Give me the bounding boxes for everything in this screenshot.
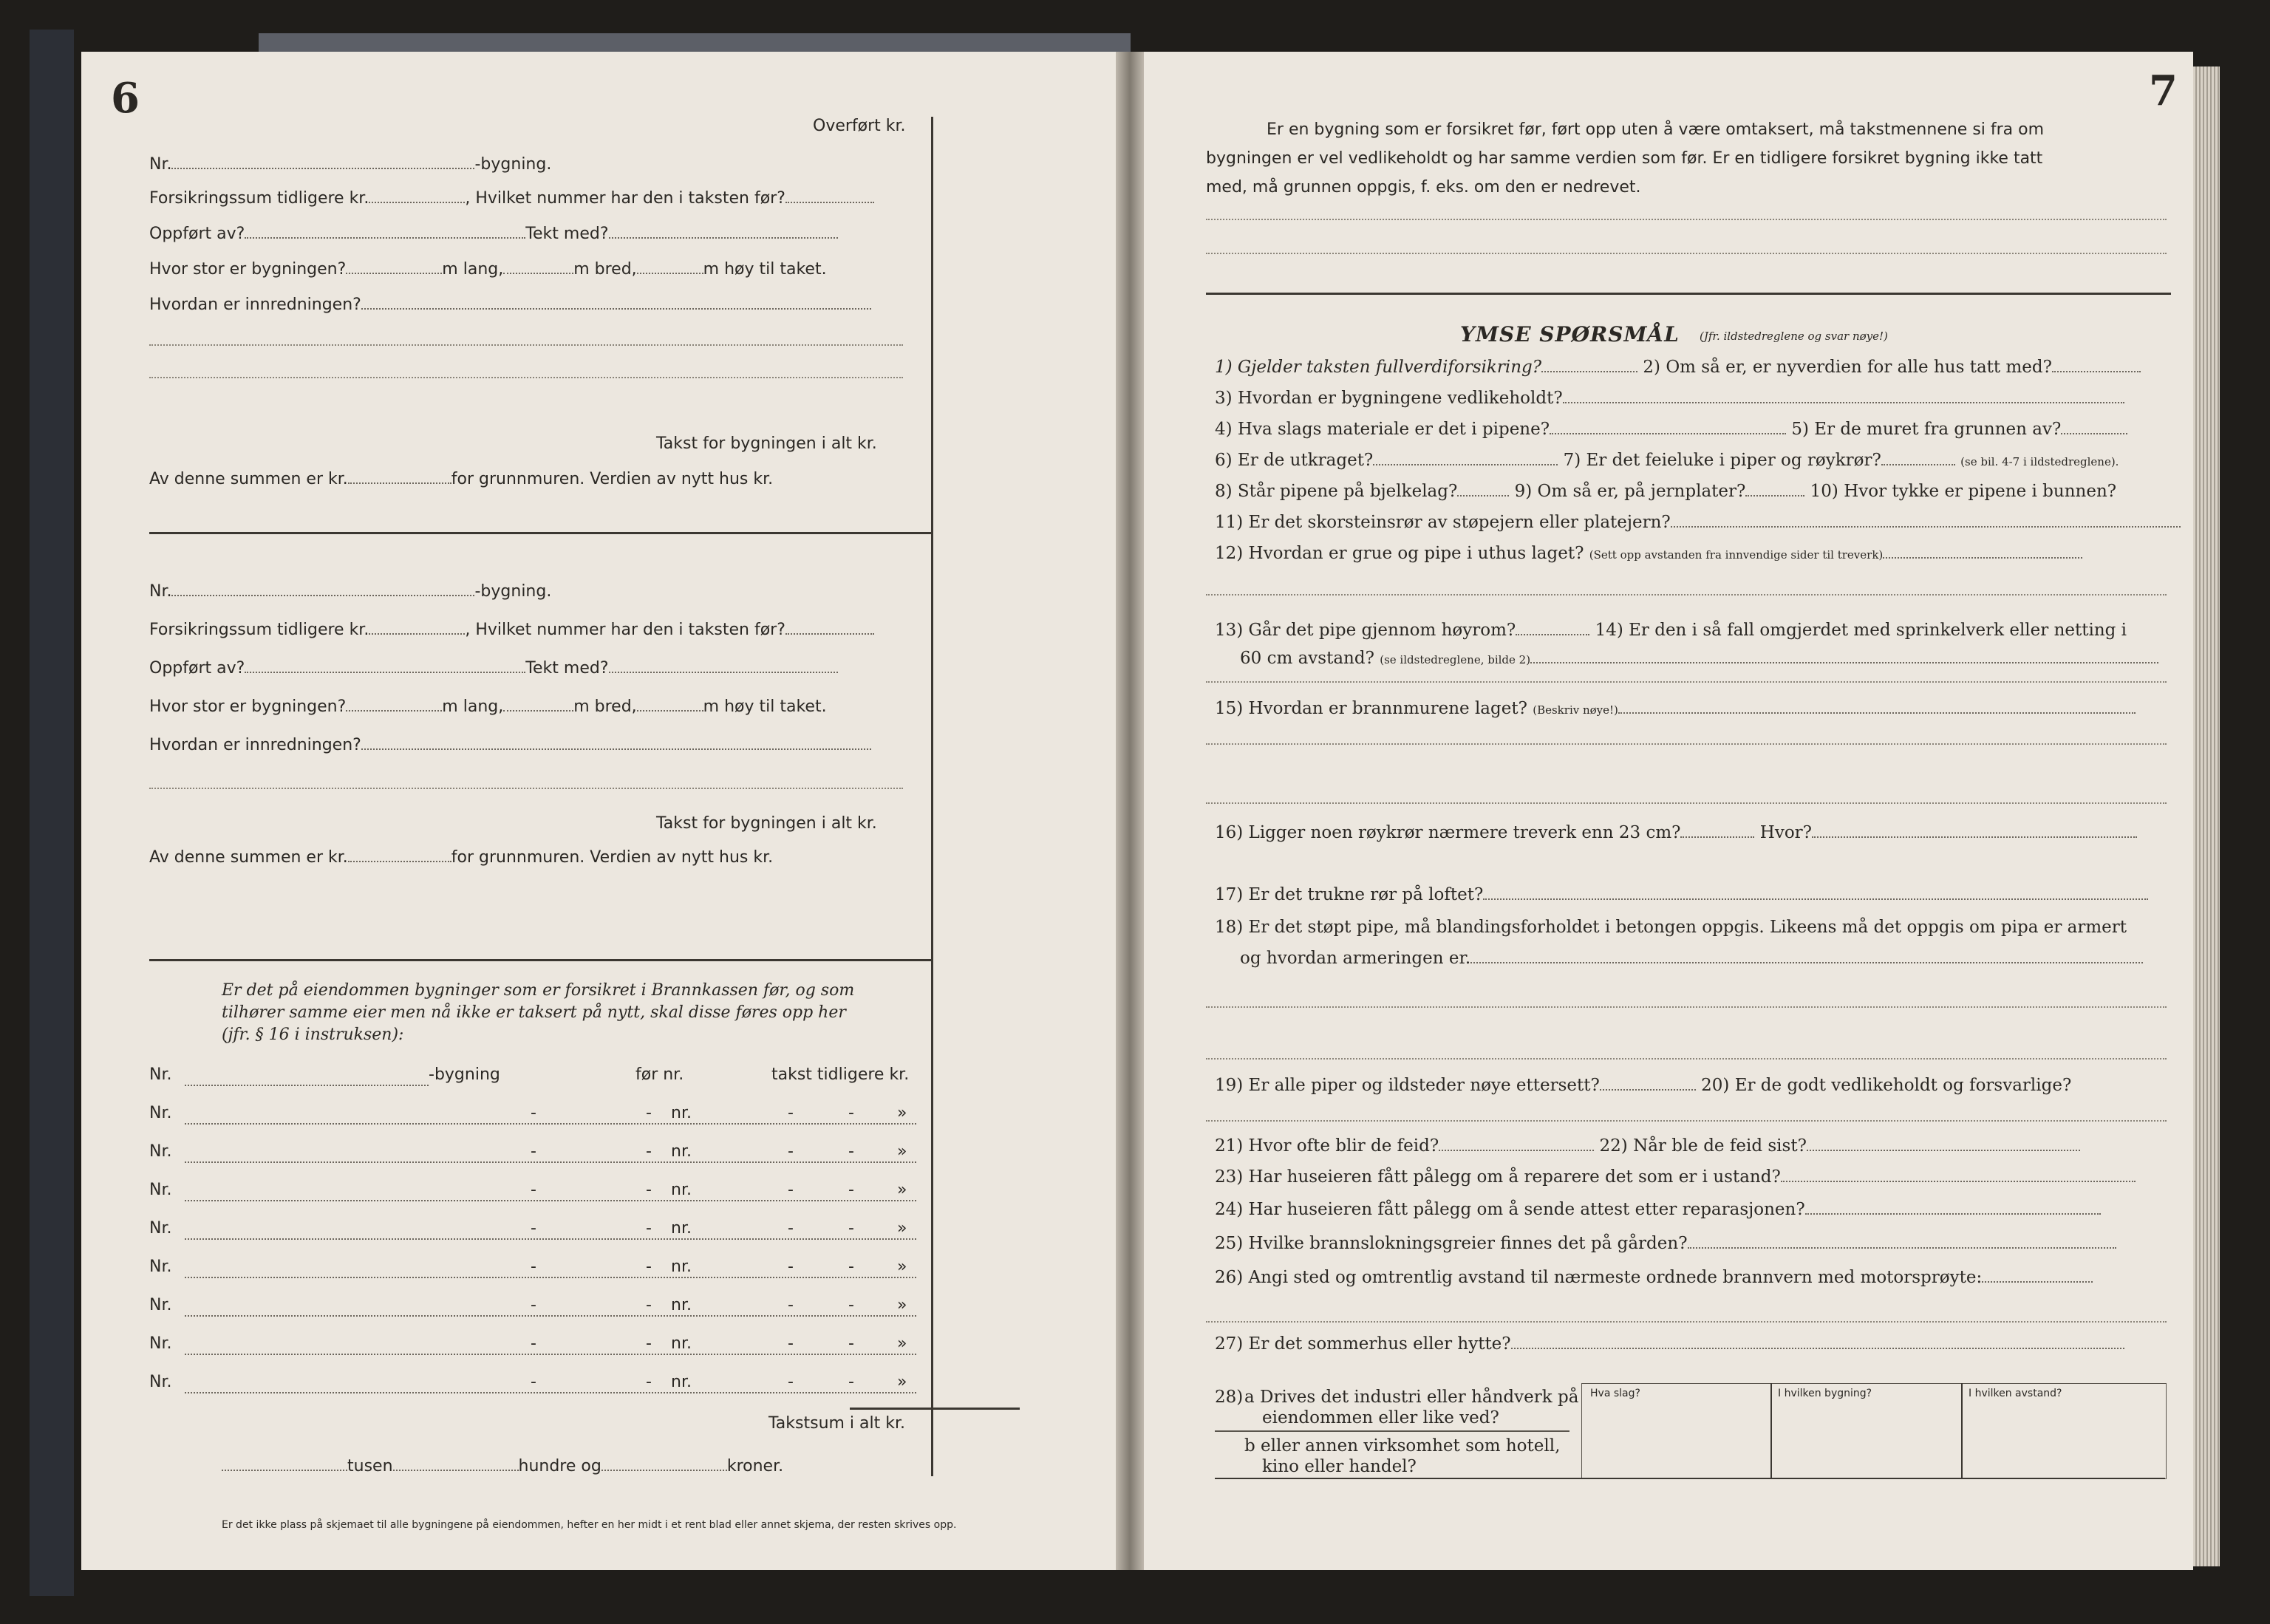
list-row-dash: - xyxy=(848,1258,854,1276)
separator xyxy=(1206,293,2171,295)
list-row-dots xyxy=(185,1266,916,1278)
list-row-dash: - xyxy=(646,1334,652,1353)
q2: 2) Om så er, er nyverdien for alle hus tatt med? xyxy=(1643,358,2052,377)
list-row-dash: - xyxy=(531,1373,536,1391)
list-row-nr: Nr. xyxy=(149,1334,172,1353)
list-row-dash: - xyxy=(646,1373,652,1391)
list-row-nr-label: nr. xyxy=(671,1334,692,1353)
q10: 10) Hvor tykke er pipene i bunnen? xyxy=(1810,482,2117,501)
table-row-divider xyxy=(1215,1430,1569,1432)
q7: 7) Er det feieluke i piper og røykrør? xyxy=(1563,451,1881,470)
list-row-dash: - xyxy=(646,1219,652,1238)
list-row-dots xyxy=(185,1113,916,1125)
list-row-nr-label: nr. xyxy=(671,1258,692,1276)
q20: 20) Er de godt vedlikeholdt og forsvarlige? xyxy=(1701,1076,2072,1095)
blank-line xyxy=(149,344,903,346)
list-row-nr-label: nr. xyxy=(671,1373,692,1391)
intro-paragraph: Er en bygning som er forsikret før, ført opp uten å være omtaksert, må takstmennene si fra om bygningen er vel vedlikeholdt og har samme verdien som før. Er en tidligere forsikret bygning ikke tatt med, må grunnen oppgis, f. eks. om den er nedrevet. xyxy=(1206,120,2045,197)
list-row-dash: - xyxy=(788,1296,794,1314)
ymse-heading: YMSE SPØRSMÅL xyxy=(1460,322,1680,347)
list-row-dash: - xyxy=(788,1181,794,1199)
q6: 6) Er de utkraget? xyxy=(1215,451,1374,470)
q7-note: (se bil. 4-7 i ildstedreglene). xyxy=(1960,455,2119,468)
blank-line xyxy=(1206,802,2167,804)
list-row-nr-label: nr. xyxy=(671,1219,692,1238)
list-row-nr: Nr. xyxy=(149,1373,172,1391)
q28-table xyxy=(1581,1383,2167,1479)
list-row-nr: Nr. xyxy=(149,1296,172,1314)
col-hva-slag: Hva slag? xyxy=(1590,1388,1640,1399)
table-col-divider xyxy=(1961,1383,1963,1478)
list-row-dash: - xyxy=(848,1296,854,1314)
q19: 19) Er alle piper og ildsteder nøye ettersett? xyxy=(1215,1076,1600,1095)
list-row-dash: - xyxy=(788,1104,794,1122)
forsikringssum-1: Forsikringssum tidligere kr. , Hvilket nummer har den i taksten før? xyxy=(149,189,874,208)
q5: 5) Er de muret fra grunnen av? xyxy=(1791,420,2062,439)
q23: 23) Har huseieren fått pålegg om å reparere det som er i ustand? xyxy=(1215,1167,1781,1187)
q14-note: (se ildstedreglene, bilde 2) xyxy=(1380,653,1531,666)
footnote: Er det ikke plass på skjemaet til alle bygningene på eiendommen, hefter en her midt i et rent blad eller annet skjema, der resten skrives opp. xyxy=(222,1519,957,1531)
list-row-dash: - xyxy=(646,1181,652,1199)
list-row-dash: - xyxy=(788,1334,794,1353)
list-row-dash: - xyxy=(646,1142,652,1161)
list-row-nr: Nr. xyxy=(149,1181,172,1199)
page-number-left: 6 xyxy=(111,74,140,123)
list-row-dash: - xyxy=(531,1258,536,1276)
takst-label-1: Takst for bygningen i alt kr. xyxy=(656,434,877,453)
col-hvilken-avstand: I hvilken avstand? xyxy=(1969,1388,2062,1399)
q16: 16) Ligger noen røykrør nærmere treverk enn 23 cm? xyxy=(1215,823,1681,842)
list-row-dash: - xyxy=(848,1142,854,1161)
hvor-stor-1: Hvor stor er bygningen? m lang, m bred, m høy til taket. xyxy=(149,260,827,279)
separator xyxy=(149,532,931,534)
innredningen-1: Hvordan er innredningen? xyxy=(149,296,871,314)
list-row-dash: - xyxy=(531,1219,536,1238)
right-page xyxy=(1144,52,2193,1570)
q24: 24) Har huseieren fått pålegg om å sende attest etter reparasjonen? xyxy=(1215,1200,1805,1219)
q15-note: (Beskriv nøye!) xyxy=(1533,703,1618,717)
av-denne-1: Av denne summen er kr. for grunnmuren. Verdien av nytt hus kr. xyxy=(149,470,774,488)
table-col-divider xyxy=(1770,1383,1772,1478)
q3: 3) Hvordan er bygningene vedlikeholdt? xyxy=(1215,389,1563,408)
list-row-nr-label: nr. xyxy=(671,1142,692,1161)
q16b: Hvor? xyxy=(1759,823,1813,842)
q21: 21) Hvor ofte blir de feid? xyxy=(1215,1136,1439,1156)
list-row-ditto: » xyxy=(897,1181,907,1199)
list-row-nr: Nr. xyxy=(149,1219,172,1238)
list-row-nr: Nr. xyxy=(149,1104,172,1122)
list-header-nr: Nr. xyxy=(149,1065,172,1084)
q22: 22) Når ble de feid sist? xyxy=(1599,1136,1807,1156)
list-row-ditto: » xyxy=(897,1373,907,1391)
q28a2: eiendommen eller like ved? xyxy=(1262,1408,1499,1427)
q4: 4) Hva slags materiale er det i pipene? xyxy=(1215,420,1550,439)
q18: 18) Er det støpt pipe, må blandingsforholdet i betongen oppgis. Likeens må det oppgis om pipa er armert xyxy=(1215,918,2127,937)
q12: 12) Hvordan er grue og pipe i uthus laget? xyxy=(1215,544,1584,563)
vertical-divider xyxy=(931,117,933,1476)
blank-line xyxy=(1206,1321,2167,1323)
av-denne-2: Av denne summen er kr. for grunnmuren. Verdien av nytt hus kr. xyxy=(149,848,774,867)
ymse-heading-note: (Jfr. ildstedreglene og svar nøye!) xyxy=(1700,330,1888,343)
list-row-dash: - xyxy=(848,1373,854,1391)
list-row-dots xyxy=(185,1151,916,1163)
blank-line xyxy=(1206,743,2167,745)
q26: 26) Angi sted og omtrentlig avstand til nærmeste ordnede brannvern med motorsprøyte: xyxy=(1215,1268,1983,1287)
list-row-dots xyxy=(185,1305,916,1317)
q28a: a Drives det industri eller håndverk på xyxy=(1244,1388,1579,1407)
q12-note: (Sett opp avstanden fra innvendige sider til treverk) xyxy=(1589,548,1884,562)
q28b: b eller annen virksomhet som hotell, xyxy=(1244,1436,1561,1456)
blank-line xyxy=(1206,253,2167,254)
list-row-dots xyxy=(185,1382,916,1393)
q25: 25) Hvilke brannslokningsgreier finnes det på gården? xyxy=(1215,1234,1688,1253)
book-gutter xyxy=(1116,52,1144,1570)
oppfort-1: Oppført av? Tekt med? xyxy=(149,225,838,243)
list-header-takst: takst tidligere kr. xyxy=(771,1065,910,1084)
separator xyxy=(149,959,931,961)
list-row-dash: - xyxy=(788,1219,794,1238)
q1: 1) Gjelder taksten fullverdiforsikring? xyxy=(1215,358,1542,377)
hvor-stor-2: Hvor stor er bygningen? m lang, m bred, m høy til taket. xyxy=(149,697,827,716)
list-row-ditto: » xyxy=(897,1219,907,1238)
rule xyxy=(850,1408,1020,1410)
blank-line xyxy=(1206,1120,2167,1122)
left-page xyxy=(81,52,1116,1570)
list-row-dash: - xyxy=(848,1334,854,1353)
list-row-ditto: » xyxy=(897,1258,907,1276)
q28-number: 28) xyxy=(1215,1388,1244,1407)
q11: 11) Er det skorsteinsrør av støpejern eller platejern? xyxy=(1215,513,1671,532)
list-row-dash: - xyxy=(848,1219,854,1238)
list-row-ditto: » xyxy=(897,1334,907,1353)
list-row-ditto: » xyxy=(897,1142,907,1161)
list-header-bygning: -bygning xyxy=(429,1065,500,1084)
q14b: 60 cm avstand? xyxy=(1240,649,1374,668)
list-row-dash: - xyxy=(531,1296,536,1314)
oppfort-2: Oppført av? Tekt med? xyxy=(149,659,838,678)
blank-line xyxy=(1206,681,2167,683)
q27: 27) Er det sommerhus eller hytte? xyxy=(1215,1334,1511,1354)
q17: 17) Er det trukne rør på loftet? xyxy=(1215,885,1484,904)
list-row-dash: - xyxy=(848,1181,854,1199)
forsikringssum-2: Forsikringssum tidligere kr. , Hvilket nummer har den i taksten før? xyxy=(149,621,874,639)
overfort-label: Overført kr. xyxy=(813,117,906,135)
old-buildings-question: Er det på eiendommen bygninger som er forsikret i Brannkassen før, og som tilhører samme eier men nå ikke er taksert på nytt, skal disse føres opp her (jfr. § 16 i instruksen): xyxy=(222,981,855,1044)
page-edges xyxy=(2193,66,2220,1566)
list-row-dash: - xyxy=(788,1373,794,1391)
list-row-dash: - xyxy=(848,1104,854,1122)
book-spine xyxy=(30,30,74,1596)
list-row-nr: Nr. xyxy=(149,1142,172,1161)
q28b2: kino eller handel? xyxy=(1262,1457,1417,1476)
blank-line xyxy=(1206,594,2167,596)
blank-line xyxy=(149,377,903,378)
takst-label-2: Takst for bygningen i alt kr. xyxy=(656,814,877,833)
list-header-for-nr: før nr. xyxy=(635,1065,684,1084)
list-row-dash: - xyxy=(531,1334,536,1353)
q14: 14) Er den i så fall omgjerdet med sprinkelverk eller netting i xyxy=(1595,621,2127,640)
q15: 15) Hvordan er brannmurene laget? xyxy=(1215,699,1527,718)
list-row-dash: - xyxy=(788,1142,794,1161)
list-row-ditto: » xyxy=(897,1296,907,1314)
blank-line xyxy=(149,788,903,789)
list-row-dash: - xyxy=(646,1296,652,1314)
takstsum-label: Takstsum i alt kr. xyxy=(768,1414,906,1433)
list-row-dash: - xyxy=(531,1104,536,1122)
list-row-dots xyxy=(185,1228,916,1240)
nr-label-1: Nr. -bygning. xyxy=(149,155,552,174)
list-row-dash: - xyxy=(531,1181,536,1199)
nr-label-2: Nr. -bygning. xyxy=(149,582,552,601)
list-row-nr-label: nr. xyxy=(671,1104,692,1122)
innredningen-2: Hvordan er innredningen? xyxy=(149,736,871,754)
list-row-dash: - xyxy=(531,1142,536,1161)
table-bottom xyxy=(1215,1478,2165,1479)
q8: 8) Står pipene på bjelkelag? xyxy=(1215,482,1458,501)
q13: 13) Går det pipe gjennom høyrom? xyxy=(1215,621,1516,640)
q18b: og hvordan armeringen er. xyxy=(1240,949,1471,968)
blank-line xyxy=(1206,1058,2167,1060)
list-row-nr: Nr. xyxy=(149,1258,172,1276)
tusen-line: tusen hundre og kroner. xyxy=(222,1457,783,1475)
page-number-right: 7 xyxy=(2149,66,2178,115)
col-hvilken-bygning: I hvilken bygning? xyxy=(1778,1388,1872,1399)
list-row-dash: - xyxy=(646,1258,652,1276)
blank-line xyxy=(1206,219,2167,220)
list-row-nr-label: nr. xyxy=(671,1296,692,1314)
blank-line xyxy=(1206,1006,2167,1008)
list-row-dots xyxy=(185,1343,916,1355)
list-row-dash: - xyxy=(788,1258,794,1276)
dots xyxy=(185,1074,429,1086)
q9: 9) Om så er, på jernplater? xyxy=(1514,482,1746,501)
list-row-ditto: » xyxy=(897,1104,907,1122)
list-row-dots xyxy=(185,1190,916,1201)
list-row-dash: - xyxy=(646,1104,652,1122)
list-row-nr-label: nr. xyxy=(671,1181,692,1199)
